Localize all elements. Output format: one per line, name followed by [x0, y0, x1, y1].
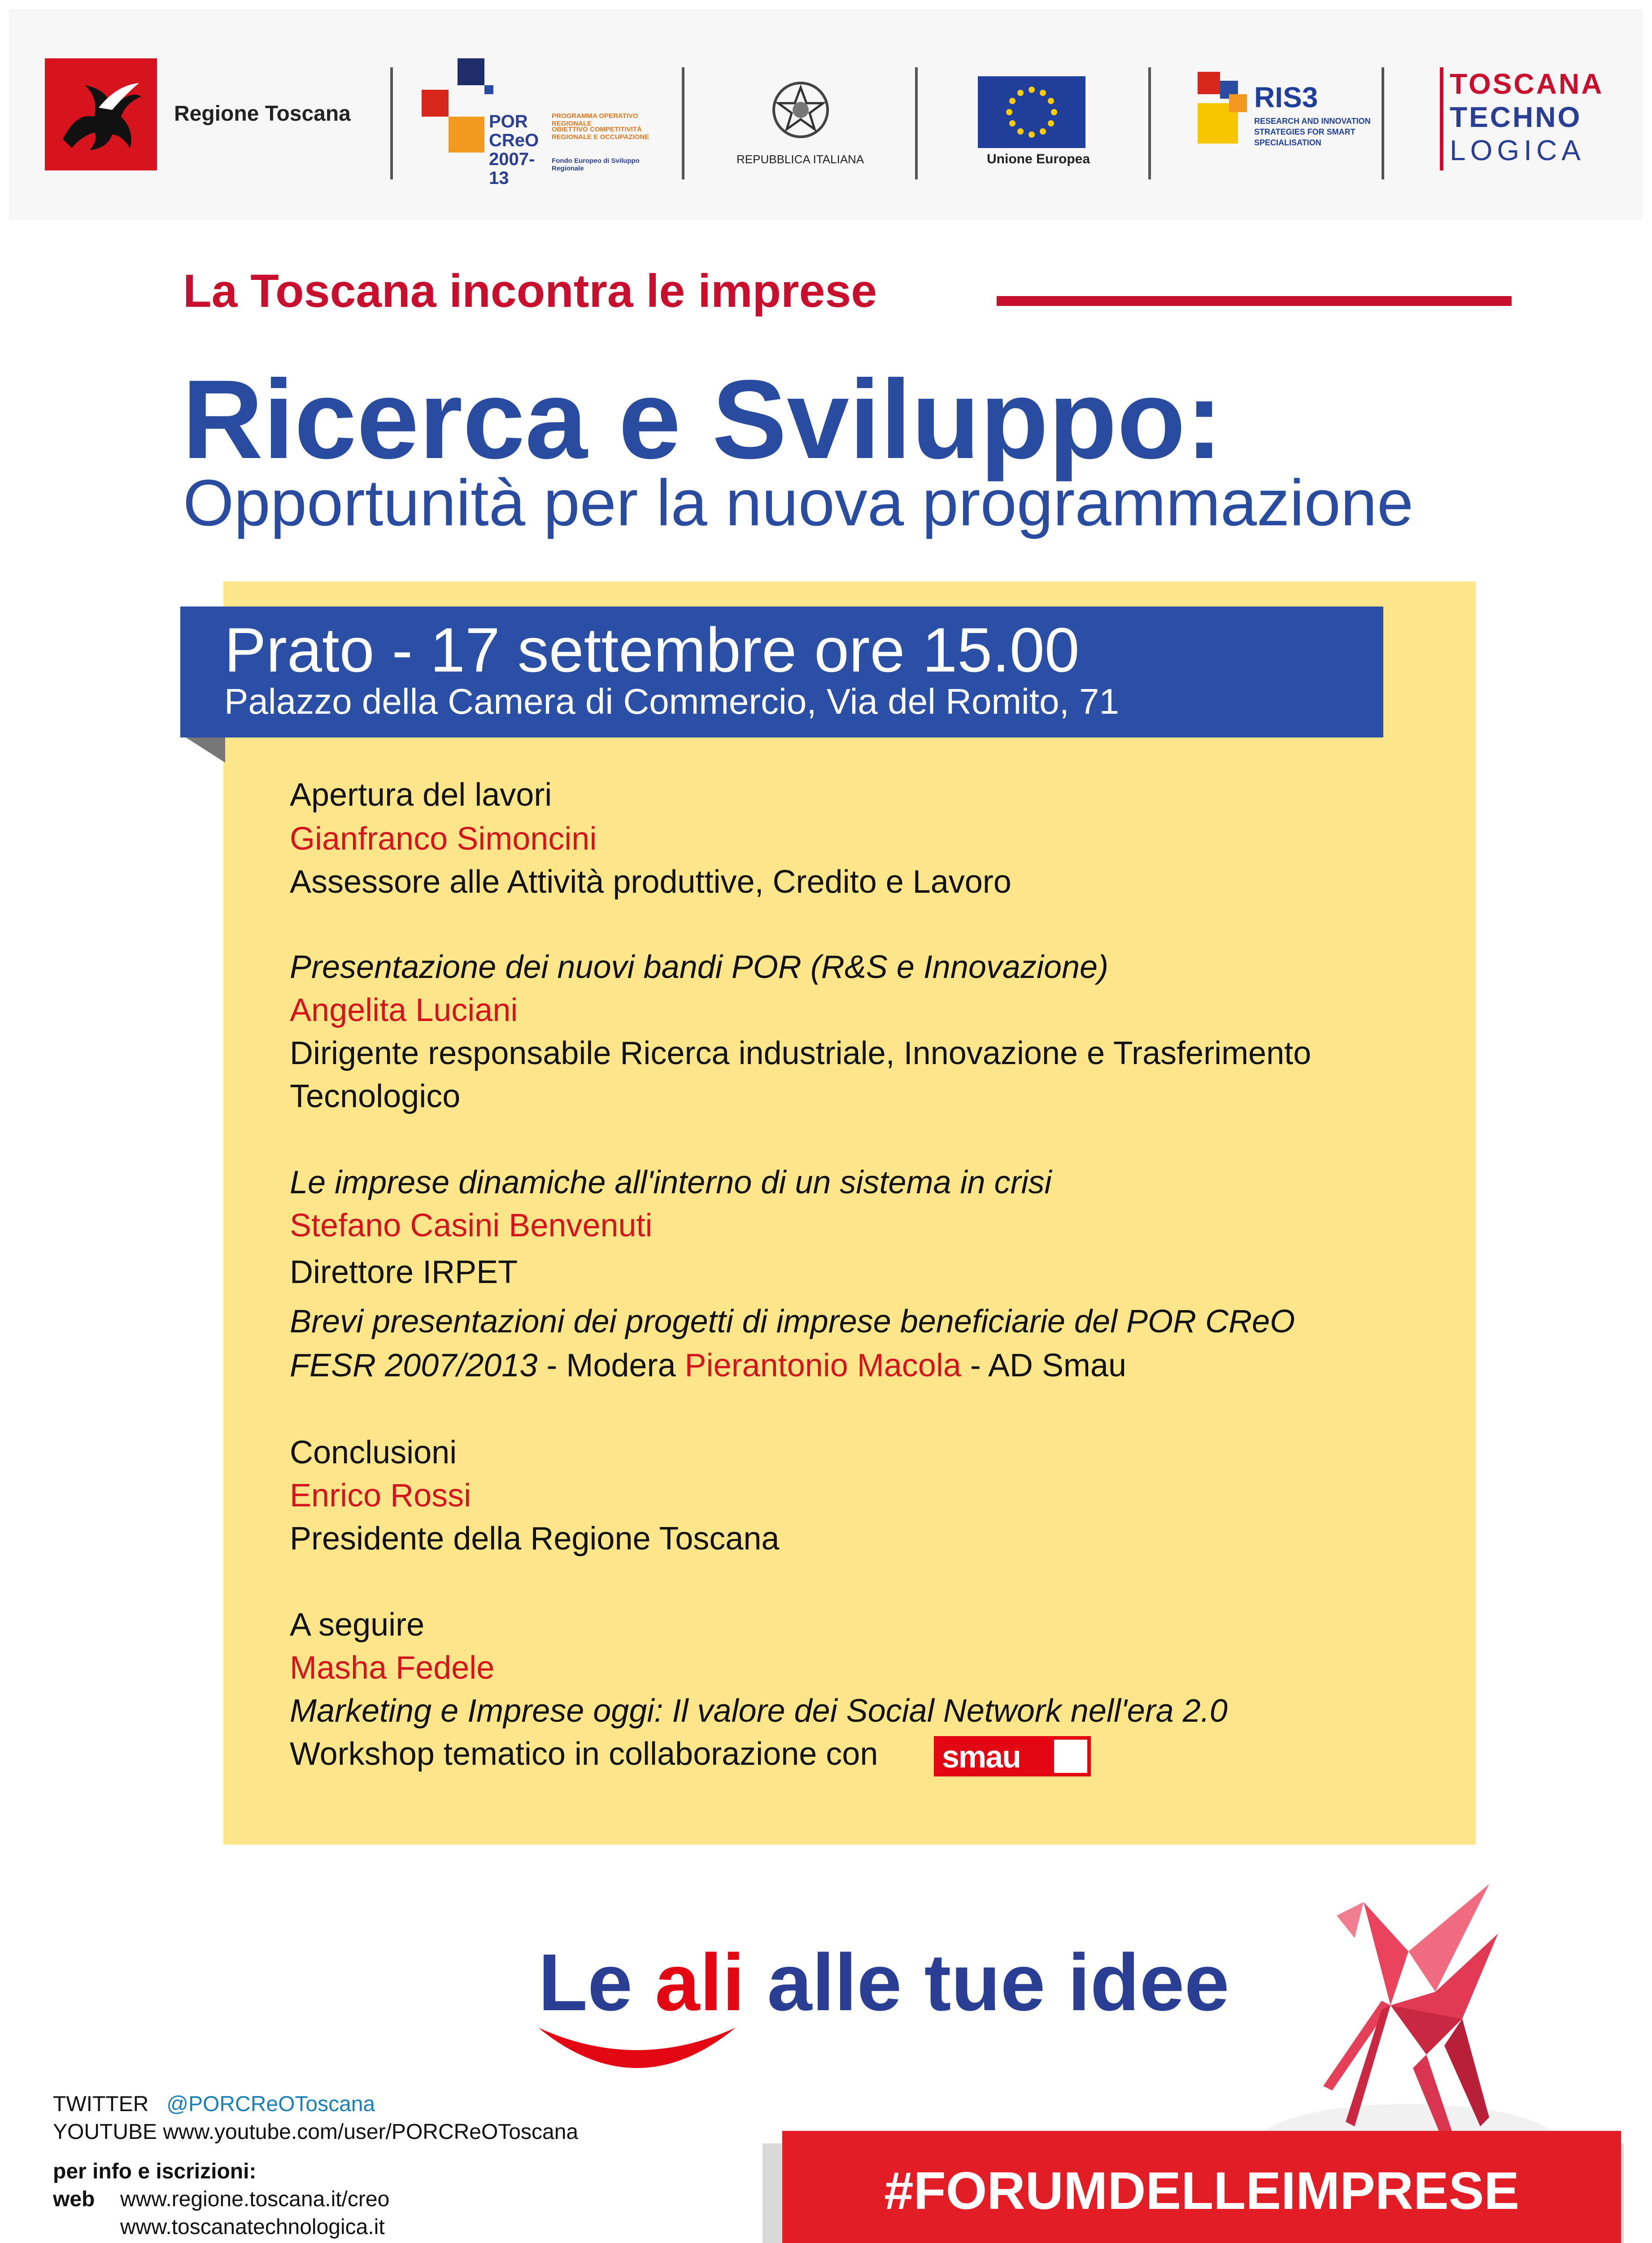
smau-logo — [934, 1736, 1091, 1776]
logo-divider — [915, 67, 918, 179]
slogan-accent: ali — [655, 1938, 745, 2028]
contacts-spacer — [53, 2146, 578, 2158]
eu-flag-icon — [978, 76, 1085, 148]
twitter-label: TWITTER — [53, 2092, 149, 2116]
por-creo-small-2: OBIETTIVO COMPETITIVITÀ REGIONALE E OCCUPAZIONE — [552, 126, 649, 141]
logo-divider — [390, 67, 393, 179]
brevi-line2 — [290, 1344, 1126, 1387]
banner-fold — [180, 734, 225, 763]
workshop-text: Workshop tematico in collaborazione con — [290, 1736, 878, 1772]
twitter-row — [53, 2090, 578, 2118]
unione-europea-caption: Unione Europea — [987, 152, 1090, 166]
imprese-title: Le imprese dinamiche all'interno di un sistema in crisi — [290, 1165, 1052, 1200]
opening-role: Assessore alle Attività produttive, Credito e Lavoro — [290, 864, 1011, 900]
bandi-role-line1: Dirigente responsabile Ricerca industriale, Innovazione e Trasferimento — [290, 1035, 1312, 1071]
youtube-row — [53, 2118, 578, 2146]
por-creo-logo — [422, 58, 673, 188]
smile-icon — [529, 2019, 745, 2082]
slogan-part2: alle tue idee — [745, 1938, 1229, 2028]
toscana-technologica-logo — [1440, 67, 1604, 170]
por-creo-caption: POR CReO 2007-13 — [489, 112, 539, 188]
ris3-cubes-icon — [1193, 67, 1256, 157]
youtube-url[interactable]: www.youtube.com/user/PORCReOToscana — [163, 2120, 579, 2144]
subtitle: Opportunità per la nuova programmazione — [183, 466, 1414, 539]
por-creo-small-1: PROGRAMMA OPERATIVO REGIONALE — [552, 112, 638, 127]
hashtag-text: #FORUMDELLEIMPRESE — [884, 2161, 1520, 2221]
mail-label — [53, 2241, 120, 2243]
brevi-ad-smau: - AD Smau — [961, 1348, 1126, 1383]
web-url-2[interactable]: www.toscanatechnologica.it — [120, 2215, 385, 2239]
italian-emblem-icon — [767, 76, 834, 144]
web-label: web — [53, 2187, 95, 2211]
ris3-small-1: RESEARCH AND INNOVATION — [1254, 117, 1371, 126]
youtube-label: YOUTUBE — [53, 2120, 157, 2144]
smau-logo-text: smau — [942, 1739, 1020, 1774]
bandi-title: Presentazione dei nuovi bandi POR (R&S e Innovazione) — [290, 949, 1109, 985]
tt-line-2: TECHNO — [1450, 101, 1582, 133]
tt-line-3: LOGICA — [1450, 134, 1585, 166]
event-date-time: Prato - 17 settembre ore 15.00 — [224, 615, 1080, 685]
imprese-role: Direttore IRPET — [290, 1254, 518, 1290]
regione-toscana-logo — [45, 58, 157, 170]
regione-toscana-caption: Regione Toscana — [174, 102, 351, 126]
series-title: La Toscana incontra le imprese — [183, 265, 877, 317]
event-venue: Palazzo della Camera di Commercio, Via del Romito, 71 — [224, 681, 1119, 721]
conclusioni-speaker: Enrico Rossi — [290, 1478, 471, 1514]
opening-speaker: Gianfranco Simoncini — [290, 821, 597, 857]
mail-row — [53, 2241, 578, 2243]
twitter-handle[interactable]: @PORCReOToscana — [166, 2092, 375, 2116]
brevi-line1: Brevi presentazioni dei progetti di imprese beneficiarie del POR CReO — [290, 1304, 1295, 1340]
imprese-speaker: Stefano Casini Benvenuti — [290, 1208, 653, 1244]
pegasus-icon — [45, 58, 157, 170]
slogan — [538, 1938, 1229, 2028]
seguire-speaker: Masha Fedele — [290, 1650, 495, 1686]
ris3-caption: RIS3 — [1254, 81, 1318, 113]
web-row-2 — [53, 2213, 578, 2241]
logo-strip — [9, 9, 1643, 220]
main-title: Ricerca e Sviluppo: — [182, 357, 1223, 482]
bandi-role-line2: Tecnologico — [290, 1078, 461, 1114]
por-creo-small-3: Fondo Europeo di Sviluppo Regionale — [552, 157, 640, 172]
contacts — [53, 2090, 578, 2243]
bandi-speaker: Angelita Luciani — [290, 992, 518, 1028]
seguire-title: Marketing e Imprese oggi: Il valore dei Social Network nell'era 2.0 — [290, 1693, 1228, 1729]
logo-divider — [1148, 67, 1151, 179]
tt-line-1: TOSCANA — [1450, 68, 1604, 100]
por-creo-squares-icon — [422, 58, 493, 166]
logo-divider — [682, 67, 684, 179]
brevi-fesr: FESR 2007/2013 — [290, 1348, 538, 1383]
ris3-small-2: STRATEGIES FOR SMART — [1254, 127, 1356, 136]
smau-logo-square — [1054, 1740, 1087, 1773]
series-title-rule — [997, 296, 1512, 306]
web-url-1[interactable]: www.regione.toscana.it/creo — [120, 2187, 390, 2211]
brevi-moderator: Pierantonio Macola — [684, 1348, 961, 1383]
logo-divider — [1382, 67, 1384, 179]
conclusioni-label: Conclusioni — [290, 1435, 457, 1471]
opening-label: Apertura del lavori — [290, 777, 552, 813]
slogan-part1: Le — [538, 1938, 655, 2028]
seguire-label: A seguire — [290, 1607, 425, 1643]
repubblica-italiana-caption: REPUBBLICA ITALIANA — [737, 153, 864, 166]
ris3-small-3: SPECIALISATION — [1254, 138, 1321, 147]
web-row — [53, 2186, 578, 2213]
brevi-modera: - Modera — [537, 1348, 685, 1383]
conclusioni-role: Presidente della Regione Toscana — [290, 1521, 780, 1557]
info-label: per info e iscrizioni: — [53, 2160, 257, 2183]
